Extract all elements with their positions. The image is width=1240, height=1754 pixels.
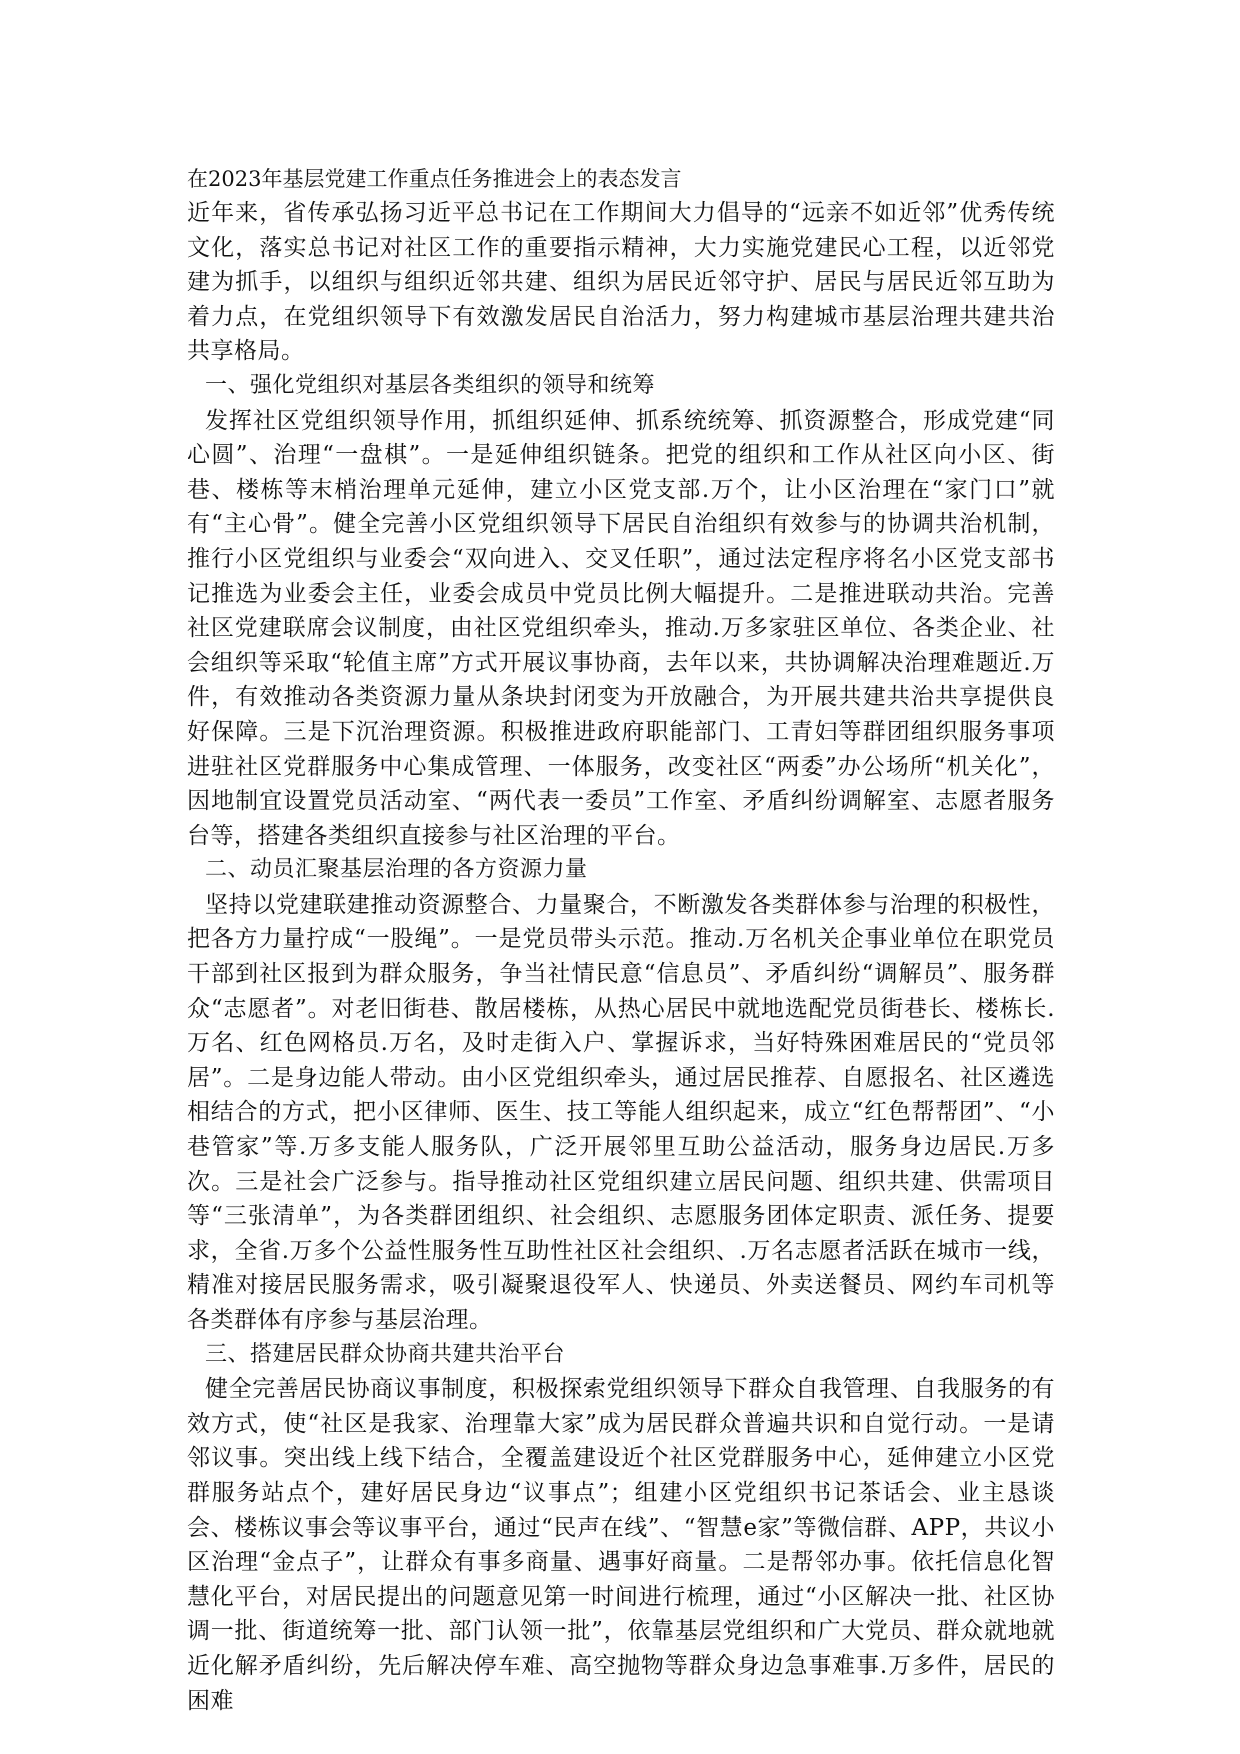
section-body-1: 发挥社区党组织领导作用，抓组织延伸、抓系统统筹、抓资源整合，形成党建“同心圆”、治理“一盘棋”。一是延伸组织链条。把党的组织和工作从社区向小区、街巷、楼栋等末梢治理单元延伸，建立小区党支部.万个，让小区治理在“家门口”就有“主心骨”。健全完善小区党组织领导下居民自治组织有效参与的协调共治机制，推行小区党组织与业委会“双向进入、交叉任职”，通过法定程序将名小区党支部书记推选为业委会主任，业委会成员中党员比例大幅提升。二是推进联动共治。完善社区党建联席会议制度，由社区党组织牵头，推动.万多家驻区单位、各类企业、社会组织等采取“轮值主席”方式开展议事协商，去年以来，共协调解决治理难题近.万件，有效推动各类资源力量从条块封闭变为开放融合，为开展共建共治共享提供良好保障。三是下沉治理资源。积极推进政府职能部门、工青妇等群团组织服务事项进驻社区党群服务中心集成管理、一体服务，改变社区“两委”办公场所“机关化”，因地制宜设置党员活动室、“两代表一委员”工作室、矛盾纠纷调解室、志愿者服务台等，搭建各类组织直接参与社区治理的平台。 (187, 407, 1055, 849)
intro-paragraph: 近年来，省传承弘扬习近平总书记在工作期间大力倡导的“远亲不如近邻”优秀传统文化，落实总书记对社区工作的重要指示精神，大力实施党建民心工程，以近邻党建为抓手，以组织与组织近邻共建、组织为居民近邻守护、居民与居民近邻互助为着力点，在党组织领导下有效激发居民自治活力，努力构建城市基层治理共建共治共享格局。 (187, 200, 1055, 365)
section-heading-3: 三、搭建居民群众协商共建共治平台 (205, 1341, 566, 1367)
section-body-2: 坚持以党建联建推动资源整合、力量聚合，不断激发各类群体参与治理的积极性，把各方力量拧成“一股绳”。一是党员带头示范。推动.万名机关企事业单位在职党员干部到社区报到为群众服务，争当社情民意“信息员”、矛盾纠纷“调解员”、服务群众“志愿者”。对老旧街巷、散居楼栋，从热心居民中就地选配党员街巷长、楼栋长.万名、红色网格员.万名，及时走街入户、掌握诉求，当好特殊困难居民的“党员邻居”。二是身边能人带动。由小区党组织牵头，通过居民推荐、自愿报名、社区遴选相结合的方式，把小区律师、医生、技工等能人组织起来，成立“红色帮帮团”、“小巷管家”等.万多支能人服务队，广泛开展邻里互助公益活动，服务身边居民.万多次。三是社会广泛参与。指导推动社区党组织建立居民问题、组织共建、供需项目等“三张清单”，为各类群团组织、社会组织、志愿服务团体定职责、派任务、提要求，全省.万多个公益性服务性互助性社区社会组织、.万名志愿者活跃在城市一线，精准对接居民服务需求，吸引凝聚退役军人、快递员、外卖送餐员、网约车司机等各类群体有序参与基层治理。 (187, 891, 1055, 1333)
section-body-3: 健全完善居民协商议事制度，积极探索党组织领导下群众自我管理、自我服务的有效方式，使“社区是我家、治理靠大家”成为居民群众普遍共识和自觉行动。一是请邻议事。突出线上线下结合，全覆盖建设近个社区党群服务中心，延伸建立小区党群服务站点个，建好居民身边“议事点”；组建小区党组织书记茶话会、业主恳谈会、楼栋议事会等议事平台，通过“民声在线”、“智慧e家”等微信群、APP，共议小区治理“金点子”，让群众有事多商量、遇事好商量。二是帮邻办事。依托信息化智慧化平台，对居民提出的问题意见第一时间进行梳理，通过“小区解决一批、社区协调一批、街道统筹一批、部门认领一批”，依靠基层党组织和广大党员、群众就地就近化解矛盾纠纷，先后解决停车难、高空抛物等群众身边急事难事.万多件，居民的困难 (187, 1376, 1055, 1714)
document-page (187, 162, 1055, 1718)
document-title: 在2023年基层党建工作重点任务推进会上的表态发言 (187, 167, 682, 191)
section-heading-1: 一、强化党组织对基层各类组织的领导和统筹 (205, 372, 656, 398)
section-heading-2: 二、动员汇聚基层治理的各方资源力量 (205, 857, 588, 883)
